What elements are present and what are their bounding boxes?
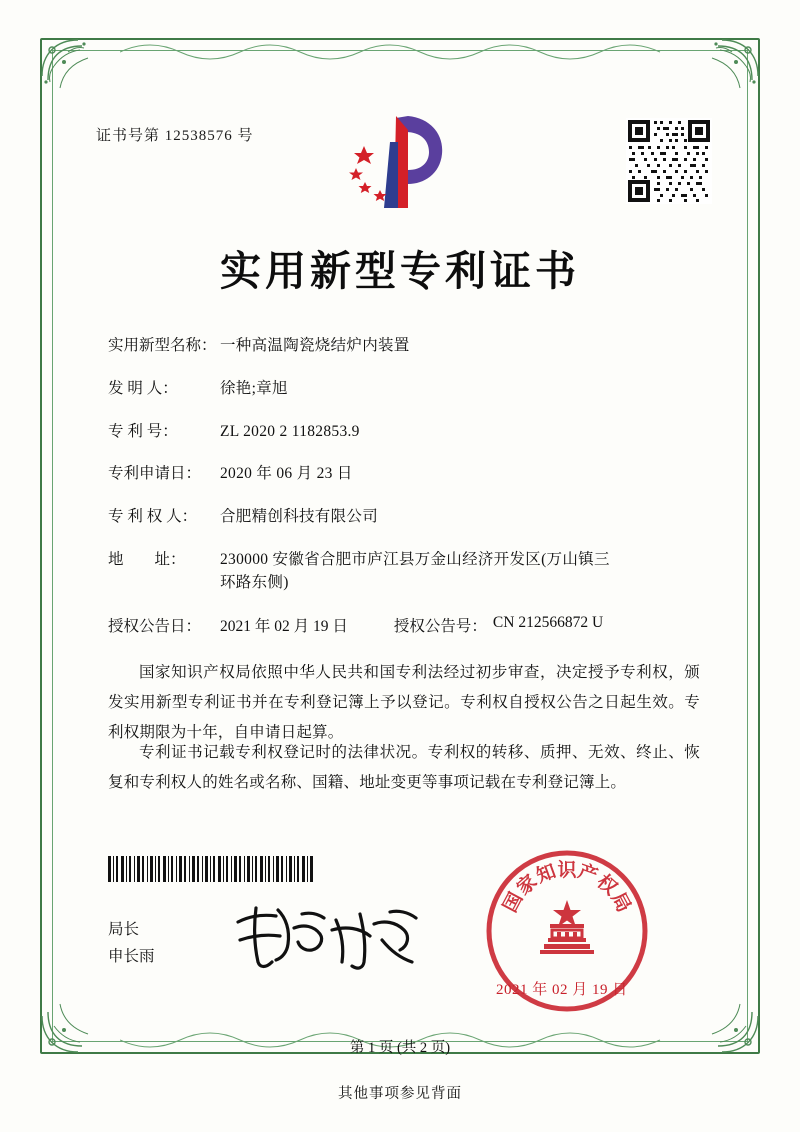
- page-title: 实用新型专利证书: [220, 247, 580, 295]
- paragraph-grant: [108, 658, 700, 749]
- barcode: [108, 856, 314, 882]
- svg-text:局: 局: [606, 888, 636, 916]
- field-address: [108, 548, 704, 595]
- field-inventor: [108, 377, 704, 400]
- signature-block: [108, 916, 155, 970]
- field-label: 地 址：: [108, 550, 186, 568]
- announce-date-value: 2021 年 02 月 19 日: [220, 617, 348, 635]
- field-value: 合肥精创科技有限公司: [220, 508, 379, 525]
- field-label: 专 利 权 人：: [108, 508, 198, 525]
- field-value: 一种高温陶瓷烧结炉内装置: [220, 337, 410, 354]
- qr-code: [626, 118, 712, 204]
- paragraph-text: 专利证书记载专利权登记时的法律状况。专利权的转移、质押、无效、终止、恢复和专利权人的姓名或名称、国籍、地址变更等事项记载在专利登记簿上。: [108, 744, 700, 792]
- field-value-line2: 环路东侧): [220, 574, 289, 591]
- field-value: ZL 2020 2 1182853.9: [220, 422, 360, 440]
- svg-text:国: 国: [498, 888, 528, 916]
- svg-text:识: 识: [557, 859, 577, 881]
- svg-text:知: 知: [533, 860, 559, 888]
- svg-text:家: 家: [512, 870, 542, 900]
- signature-name: 申长雨: [108, 948, 155, 966]
- announce-number-value: CN 212566872 U: [492, 613, 604, 631]
- announce-date-label: 授权公告日：: [108, 617, 202, 635]
- field-value: 徐艳;章旭: [220, 379, 288, 397]
- field-patentee: [108, 505, 704, 528]
- cnipa-logo-icon: [334, 112, 466, 216]
- field-value-line1: 230000 安徽省合肥市庐江县万金山经济开发区(万山镇三: [220, 550, 610, 568]
- field-list: [108, 334, 704, 642]
- handwritten-signature-icon: [232, 900, 422, 974]
- paragraph-register: [108, 738, 700, 798]
- field-value-block: [220, 548, 704, 595]
- field-patent-number: [108, 420, 704, 443]
- paragraph-text: 国家知识产权局依照中华人民共和国专利法经过初步审查，决定授予专利权，颁发实用新型专利证书并在专利登记簿上予以登记。专利权自授权公告之日起生效。专利权期限为十年，自申请日起算。: [108, 664, 700, 742]
- svg-text:权: 权: [592, 870, 622, 900]
- footer-note: 其他事项参见背面: [338, 1086, 462, 1102]
- seal-date: 2021 年 02 月 19 日: [496, 982, 628, 998]
- field-label: 专 利 号：: [108, 422, 178, 440]
- field-application-date: [108, 462, 704, 485]
- field-label: 发 明 人：: [108, 379, 178, 397]
- page-number: 第 1 页 (共 2 页): [349, 1040, 451, 1056]
- field-value: 2020 年 06 月 23 日: [220, 465, 353, 483]
- certificate-number: 证书号第 12538576 号: [96, 128, 254, 144]
- field-utility-model-name: [108, 334, 704, 357]
- field-label: 专利申请日：: [108, 465, 202, 483]
- signature-role: 局长: [108, 921, 140, 938]
- field-label: 实用新型名称：: [108, 337, 217, 354]
- field-announcement: [108, 614, 704, 636]
- announce-number-label: 授权公告号：: [393, 617, 487, 635]
- svg-text:产: 产: [575, 860, 601, 888]
